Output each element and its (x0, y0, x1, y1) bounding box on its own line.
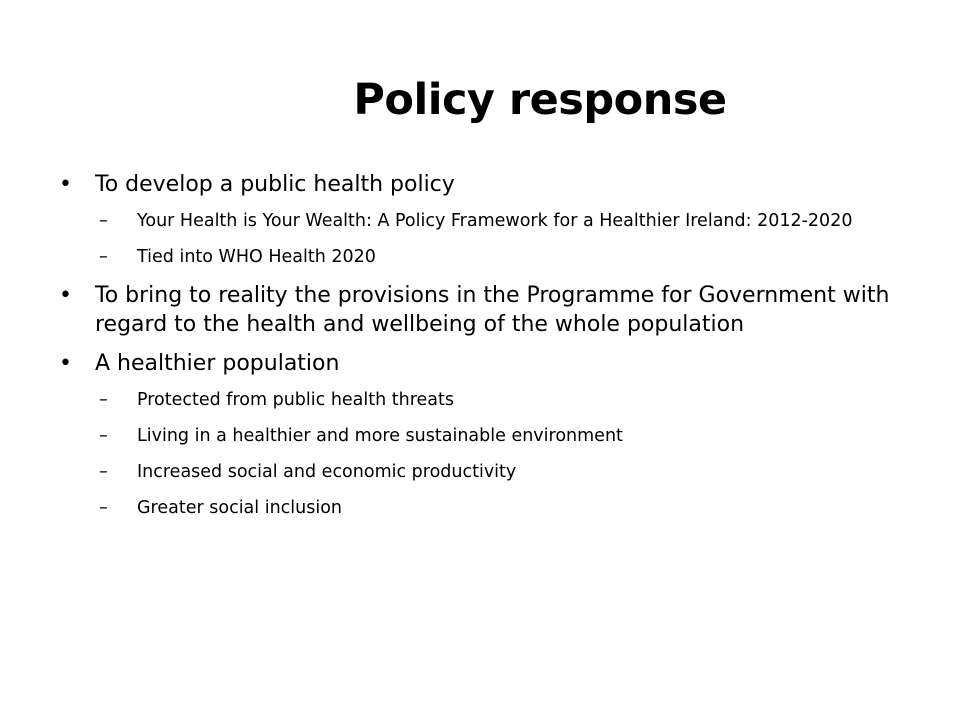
dash-glyph: – (99, 462, 108, 482)
bullet-glyph: • (59, 172, 72, 197)
sub-bullet-text: Protected from public health threats (137, 390, 455, 410)
sub-bullet-text: Increased social and economic productivity (137, 462, 517, 482)
sub-bullet-text: Tied into WHO Health 2020 (137, 247, 376, 267)
bullet-item (59, 349, 909, 378)
sub-bullet-text: Living in a healthier and more sustainable environment (137, 426, 623, 446)
bullet-item (59, 170, 909, 199)
bullet-item (59, 281, 909, 339)
sub-bullet-item (59, 460, 909, 485)
bullet-text: A healthier population (95, 351, 340, 376)
bullet-glyph: • (59, 351, 72, 376)
bullet-list (59, 170, 909, 532)
bullet-group (59, 349, 909, 521)
slide-title: Policy response (353, 75, 727, 125)
dash-glyph: – (99, 498, 108, 518)
bullet-glyph: • (59, 283, 72, 308)
sub-bullet-item (59, 424, 909, 449)
dash-glyph: – (99, 426, 108, 446)
sub-bullet-item (59, 245, 909, 270)
sub-bullet-text: Greater social inclusion (137, 498, 343, 518)
sub-bullet-item (59, 388, 909, 413)
bullet-group (59, 170, 909, 270)
bullet-group (59, 281, 909, 339)
dash-glyph: – (99, 211, 108, 231)
sub-bullet-item (59, 209, 909, 234)
sub-bullet-item (59, 496, 909, 521)
bullet-text: To develop a public health policy (95, 172, 455, 197)
dash-glyph: – (99, 390, 108, 410)
dash-glyph: – (99, 247, 108, 267)
bullet-text: To bring to reality the provisions in the Programme for Government with regard to the health and wellbeing of the whole population (95, 283, 890, 337)
sub-bullet-text: Your Health is Your Wealth: A Policy Framework for a Healthier Ireland: 2012-2020 (137, 211, 853, 231)
